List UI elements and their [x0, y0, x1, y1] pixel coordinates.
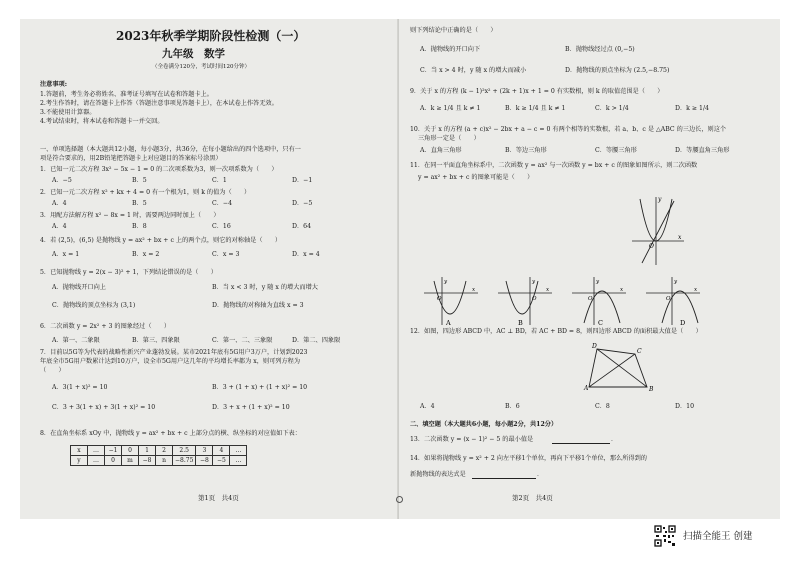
question-12: 12．如图，四边形 ABCD 中，AC ⊥ BD，若 AC + BD = 8，则四边形 ABCD 的面积最大值是（ ）: [410, 328, 702, 335]
axis-x-label: x: [694, 287, 698, 293]
table-cell: y: [71, 456, 88, 466]
q7-option-a: A．3(1 + x)² = 10: [52, 384, 108, 391]
q8-continuation: 则下列结论中正确的是（ ）: [410, 27, 497, 34]
diagonal-ac: [589, 354, 635, 387]
q9-option-b: B．k ≥ 1/4 且 k ≠ 1: [505, 105, 566, 112]
table-cell: …: [88, 456, 105, 466]
question-7-paren: （ ）: [40, 367, 65, 374]
origin-label: O: [649, 243, 654, 250]
table-cell: x: [71, 446, 88, 456]
page-1: [20, 19, 398, 519]
page-2: [400, 19, 780, 519]
axis-y-label: y: [532, 279, 536, 285]
question-8: 8．在直角坐标系 xOy 中，抛物线 y = ax² + bx + c 上部分点的横、纵坐标的对应值如下表：: [40, 430, 301, 437]
q2-option-d: D．−5: [292, 200, 313, 207]
q4-option-d: D．x = 4: [292, 251, 320, 258]
q2-option-b: B．5: [132, 200, 147, 207]
question-10: 10．关于 x 的方程 (a + c)x² − 2bx + a − c = 0 有两个相等的实数根，若 a、b、c 是 △ABC 的三边长，则这个: [410, 126, 727, 133]
table-cell: 2.5: [173, 446, 196, 456]
q10-option-c: C．等腰三角形: [595, 147, 637, 154]
linear-function-line: [642, 201, 674, 263]
table-cell: −1: [105, 446, 122, 456]
q1-option-b: B．5: [132, 177, 147, 184]
section-1-heading: 一、单项选择题（本大题共12小题，每小题3分，共36分，在每小题给出的四个选项中，只有一: [40, 146, 301, 153]
graph-letter-d: D: [680, 319, 686, 327]
origin-label: O: [437, 296, 442, 302]
table-cell: −8: [196, 456, 213, 466]
q12-option-b: B．6: [505, 403, 520, 410]
table-cell: 0: [105, 456, 122, 466]
page-fold: [397, 19, 399, 519]
graph-letter-c: C: [598, 319, 603, 327]
q4-option-c: C．x = 3: [212, 251, 240, 258]
table-cell: 1: [139, 446, 156, 456]
section-2-heading: 二、填空题（本大题共6小题，每小题2分，共12分）: [410, 421, 558, 428]
exam-info: （全卷满分120分，考试时间120分钟）: [152, 64, 250, 70]
note-4: 4.考试结束时，将本试卷和答题卡一并交回。: [40, 118, 164, 125]
note-3: 3.不能使用计算器。: [40, 109, 96, 116]
q5-option-b: B．当 x < 3 时，y 随 x 的增大而增大: [212, 284, 318, 291]
table-cell: …: [230, 456, 247, 466]
q7-option-d: D．3 + x + (1 + x)² = 10: [212, 404, 290, 411]
q14-answer-blank: [472, 478, 536, 479]
q11-option-c-graph: [572, 277, 626, 327]
table-cell: m: [122, 456, 139, 466]
q1-option-a: A．−5: [52, 177, 72, 184]
q1-option-c: C．1: [212, 177, 227, 184]
q3-option-a: A．4: [52, 223, 67, 230]
page-1-footer: 第1页 共4页: [198, 494, 239, 502]
origin-label: O: [666, 296, 671, 302]
q8-option-c: C．当 x > 4 时，y 随 x 的增大而减小: [420, 67, 527, 74]
q8-option-a: A．抛物线的开口向下: [420, 46, 481, 53]
note-1: 1.答题前，考生务必将姓名、准考证号填写在试卷和答题卡上。: [40, 91, 213, 98]
q10-option-b: B．等边三角形: [505, 147, 547, 154]
question-14-cont: 新抛物线的表达式是: [410, 471, 466, 478]
question-2: 2．已知一元二次方程 x² + kx + 4 = 0 有一个根为1，则 k 的值为（ ）: [40, 189, 251, 196]
vertex-label-b: B: [649, 386, 654, 393]
q4-option-b: B．x = 2: [132, 251, 160, 258]
table-row-y: [71, 456, 247, 466]
axis-y-label: y: [596, 279, 600, 285]
q11-reference-graph: [632, 195, 684, 265]
notes-heading: 注意事项:: [40, 81, 68, 88]
table-cell: −8: [139, 456, 156, 466]
table-row-x: [71, 446, 247, 456]
table-cell: 0: [122, 446, 139, 456]
q6-option-c: C．第一、二、三象限: [212, 337, 273, 344]
question-7-cont: 年底全市5G用户数累计达到10万户，设全市5G用户这几年的平均增长率都为 x，则可列方程为: [40, 358, 301, 365]
axis-y-label: y: [444, 279, 448, 285]
origin-label: O: [588, 296, 593, 302]
axis-y-label: y: [674, 279, 678, 285]
question-3: 3．用配方法解方程 x² − 8x = 1 时，需要两边同时加上（ ）: [40, 212, 220, 219]
page-2-footer: 第2页 共4页: [512, 494, 553, 502]
axis-x-label: x: [546, 287, 550, 293]
q4-option-a: A．x = 1: [52, 251, 80, 258]
q5-option-d: D．抛物线的对称轴为直线 x = 3: [212, 302, 304, 309]
q3-option-c: C．16: [212, 223, 231, 230]
graph-letter-a: A: [446, 319, 451, 327]
table-cell: −5: [213, 456, 230, 466]
q13-answer-blank: [552, 443, 610, 444]
q9-option-a: A．k ≥ 1/4 且 k ≠ 1: [420, 105, 481, 112]
table-cell: 3: [196, 446, 213, 456]
question-4: 4．若 (2,5)，(6,5) 是抛物线 y = ax² + bx + c 上的两个点，则它的对称轴是（ ）: [40, 237, 282, 244]
q5-option-c: C．抛物线的顶点坐标为 (3,1): [52, 302, 136, 309]
q6-option-b: B．第三、四象限: [132, 337, 180, 344]
q10-option-a: A．直角三角形: [420, 147, 462, 154]
q12-option-a: A．4: [420, 403, 435, 410]
table-cell: 2: [156, 446, 173, 456]
q14-period: ．: [537, 471, 544, 478]
table-cell: n: [156, 456, 173, 466]
q3-option-b: B．8: [132, 223, 147, 230]
question-9: 9．关于 x 的方程 (k − 1)²x² + (2k + 1)x + 1 = 0 有实数根，则 k 的取值范围是（ ）: [410, 88, 664, 95]
q12-option-c: C．8: [595, 403, 610, 410]
scanner-watermark: 扫描全能王 创建: [683, 531, 753, 542]
axis-y-label: y: [658, 196, 662, 203]
question-5: 5．已知抛物线 y = 2(x − 3)² + 1，下列结论错误的是（ ）: [40, 269, 217, 276]
axis-x-label: x: [678, 234, 682, 241]
exam-title: 2023年秋季学期阶段性检测（一）: [116, 29, 306, 43]
q6-option-d: D．第二、四象限: [292, 337, 341, 344]
binding-hole-mark: [396, 496, 403, 503]
vertex-label-a: A: [584, 385, 589, 392]
q1-option-d: D．−1: [292, 177, 313, 184]
question-7: 7．目前以5G等为代表的战略性新兴产业蓬勃发展。某市2021年底有5G用户3万户，计划到2023: [40, 349, 308, 356]
question-6: 6．二次函数 y = 2x² + 3 的图象经过（ ）: [40, 323, 171, 330]
vertex-label-c: C: [637, 348, 642, 355]
vertex-label-d: D: [592, 343, 597, 350]
question-10-cont: 三角形一定是（ ）: [418, 135, 480, 142]
qr-code-icon: [654, 525, 676, 547]
q12-quadrilateral-figure: [585, 341, 655, 391]
table-cell: −8.75: [173, 456, 196, 466]
exam-subtitle: 九年级 数学: [162, 48, 225, 60]
q7-option-c: C．3 + 3(1 + x) + 3(1 + x)² = 10: [52, 404, 156, 411]
table-cell: …: [88, 446, 105, 456]
note-2: 2.考生作答时，请在答题卡上作答（答题注意事项见答题卡上），在本试卷上作答无效。: [40, 100, 278, 107]
section-1-heading-cont: 项是符合要求的，用2B铅笔把答题卡上对应题目的答案标号涂黑）: [40, 155, 222, 162]
q13-period: ．: [611, 436, 618, 443]
q7-option-b: B．3 + (1 + x) + (1 + x)² = 10: [212, 384, 308, 391]
question-11: 11．在同一平面直角坐标系中，二次函数 y = ax² 与一次函数 y = bx + c 的图象如图所示，则二次函数: [410, 162, 698, 169]
q2-option-a: A．4: [52, 200, 67, 207]
q11-option-d-graph: [646, 277, 700, 327]
q11-option-a-graph: [424, 277, 478, 327]
origin-label: O: [532, 296, 537, 302]
q10-option-d: D．等腰直角三角形: [675, 147, 730, 154]
q8-option-d: D．抛物线的顶点坐标为 (2.5,−8.75): [565, 67, 670, 74]
question-13: 13．二次函数 y = (x − 1)² − 5 的最小值是: [410, 436, 534, 443]
q11-option-b-graph: [498, 277, 552, 327]
graph-letter-b: B: [518, 319, 523, 327]
question-11-cont: y = ax² + bx + c 的图象可能是（ ）: [418, 174, 534, 181]
q8-option-b: B．抛物线经过点 (0,−5): [565, 46, 635, 53]
q5-option-a: A．抛物线开口向上: [52, 284, 106, 291]
question-14: 14．如果将抛物线 y = x² + 2 向左平移1个单位，再向下平移1个单位，那么所得到的: [410, 455, 647, 462]
q8-value-table: [70, 445, 247, 466]
q9-option-d: D．k ≥ 1/4: [675, 105, 709, 112]
exam-paper-scan: [20, 19, 780, 519]
axis-x-label: x: [472, 287, 476, 293]
axis-x-label: x: [620, 287, 624, 293]
q3-option-d: D．64: [292, 223, 312, 230]
q2-option-c: C．−4: [212, 200, 233, 207]
q12-option-d: D．10: [675, 403, 695, 410]
q9-option-c: C．k > 1/4: [595, 105, 629, 112]
table-cell: 4: [213, 446, 230, 456]
table-cell: …: [230, 446, 247, 456]
q6-option-a: A．第一、二象限: [52, 337, 100, 344]
question-1: 1．已知一元二次方程 3x² − 5x − 1 = 0 的二次项系数为3，则一次项系数为（ ）: [40, 166, 278, 173]
